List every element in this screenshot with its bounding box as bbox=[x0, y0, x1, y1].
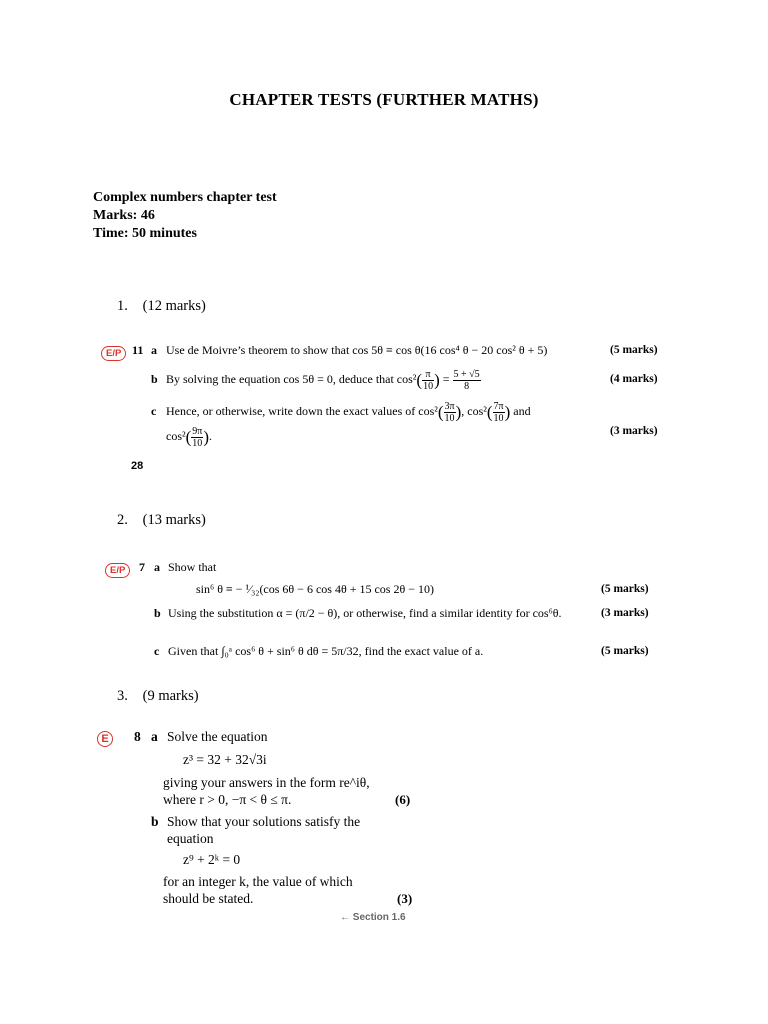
q3-part-a-equation: z³ = 32 + 32√3i bbox=[183, 752, 267, 767]
fraction: $\frac{\pi}{10}$ bbox=[423, 368, 434, 392]
fraction: $\frac{9\pi}{10}$ bbox=[192, 425, 203, 449]
q1-part-b-marks: (4 marks) bbox=[610, 373, 658, 385]
q2-part-a-text: Show that bbox=[168, 560, 217, 574]
q2-part-c-marks: (5 marks) bbox=[601, 645, 649, 657]
question-number: 3. bbox=[117, 688, 128, 704]
question-marks: (12 marks) bbox=[142, 298, 206, 314]
q2-part-c-text: Given that ∫₀ᵃ cos⁶ θ + sin⁶ θ dθ = 5π/32, find the exact value of a. bbox=[168, 644, 484, 658]
test-name: Complex numbers chapter test bbox=[93, 190, 277, 205]
question-1-heading bbox=[117, 298, 206, 315]
test-time: Time: 50 minutes bbox=[93, 226, 197, 241]
question-number: 11 bbox=[132, 343, 144, 357]
q1-part-b-prefix: By solving the equation cos 5θ = 0, deduce that cos² bbox=[166, 372, 417, 386]
section-reference: ← Section 1.6 bbox=[340, 912, 406, 923]
q2-part-a-marks: (5 marks) bbox=[601, 583, 649, 595]
part-label: c bbox=[154, 644, 160, 658]
separator: , cos² bbox=[461, 404, 487, 418]
page-title: CHAPTER TESTS (FURTHER MATHS) bbox=[229, 90, 539, 109]
part-label: b bbox=[151, 814, 159, 829]
part-label: b bbox=[154, 606, 161, 620]
question-number: 7 bbox=[139, 560, 145, 574]
question-number: 2. bbox=[117, 512, 128, 528]
equals-sign: = bbox=[442, 372, 450, 386]
part-label: b bbox=[151, 372, 158, 386]
question-marks: (9 marks) bbox=[142, 688, 199, 704]
fraction: $\frac{3\pi}{10}$ bbox=[444, 400, 455, 424]
question-number: 8 bbox=[134, 729, 141, 744]
q3-part-a-marks: (6) bbox=[395, 792, 411, 807]
q3-part-b-marks: (3) bbox=[397, 891, 413, 906]
q2-part-a-identity: sin⁶ θ ≡ − ¹⁄₃₂(cos 6θ − 6 cos 4θ + 15 cos 2θ − 10) bbox=[196, 582, 434, 596]
exam-badge: E bbox=[97, 731, 113, 747]
q1-part-a-text: Use de Moivre’s theorem to show that cos 5θ ≡ cos θ(16 cos⁴ θ − 20 cos² θ + 5) bbox=[166, 343, 548, 357]
fraction: $\frac{5 + √5}{8}$ bbox=[453, 368, 480, 392]
q1-part-a-marks: (5 marks) bbox=[610, 344, 658, 356]
cos-squared: cos² bbox=[166, 429, 186, 443]
q1-part-c-prefix: Hence, or otherwise, write down the exact values of cos² bbox=[166, 404, 438, 418]
question-marks: (13 marks) bbox=[142, 512, 206, 528]
and-word: and bbox=[513, 404, 531, 418]
q3-part-a-line3: giving your answers in the form re^iθ, bbox=[163, 775, 370, 790]
question-2-heading bbox=[117, 512, 206, 529]
q1-part-c-marks: (3 marks) bbox=[610, 425, 658, 437]
q2-part-b-marks: (3 marks) bbox=[601, 607, 649, 619]
test-info bbox=[93, 189, 277, 243]
question-3-heading bbox=[117, 688, 199, 705]
q3-part-a-text: Solve the equation bbox=[167, 729, 268, 744]
test-marks: Marks: 46 bbox=[93, 208, 155, 223]
part-label: c bbox=[151, 404, 157, 418]
q1-part-b-text: By solving the equation cos 5θ = 0, deduce that cos²( $\frac{\pi}{10}$ ) = $\frac{5 + √5}{8}$ bbox=[166, 368, 480, 392]
part-label: a bbox=[151, 729, 158, 744]
source-page-number: 28 bbox=[131, 460, 144, 472]
q2-part-b-text: Using the substitution α = (π/2 − θ), or otherwise, find a similar identity for cos⁶θ. bbox=[168, 606, 562, 620]
exam-problem-badge: E/P bbox=[101, 346, 126, 361]
q3-part-a-line4: where r > 0, −π < θ ≤ π. bbox=[163, 792, 292, 807]
part-label: a bbox=[151, 343, 157, 357]
part-label: a bbox=[154, 560, 160, 574]
question-number: 1. bbox=[117, 298, 128, 314]
q3-part-b-line2: equation bbox=[167, 831, 214, 846]
q3-part-b-line1: Show that your solutions satisfy the bbox=[167, 814, 361, 829]
q3-part-b-equation: z⁹ + 2ᵏ = 0 bbox=[183, 852, 241, 867]
q1-part-c-text: Hence, or otherwise, write down the exact values of cos²( $\frac{3\pi}{10}$ ), cos²( $\frac{7\pi}{10}$ ) and bbox=[166, 400, 531, 424]
q3-part-b-line3: for an integer k, the value of which bbox=[163, 874, 353, 889]
exam-problem-badge: E/P bbox=[105, 563, 130, 578]
fraction: $\frac{7\pi}{10}$ bbox=[493, 400, 504, 424]
q1-part-c-line2: cos²( $\frac{9\pi}{10}$ ). bbox=[166, 425, 212, 449]
q3-part-b-line4: should be stated. bbox=[163, 891, 254, 906]
